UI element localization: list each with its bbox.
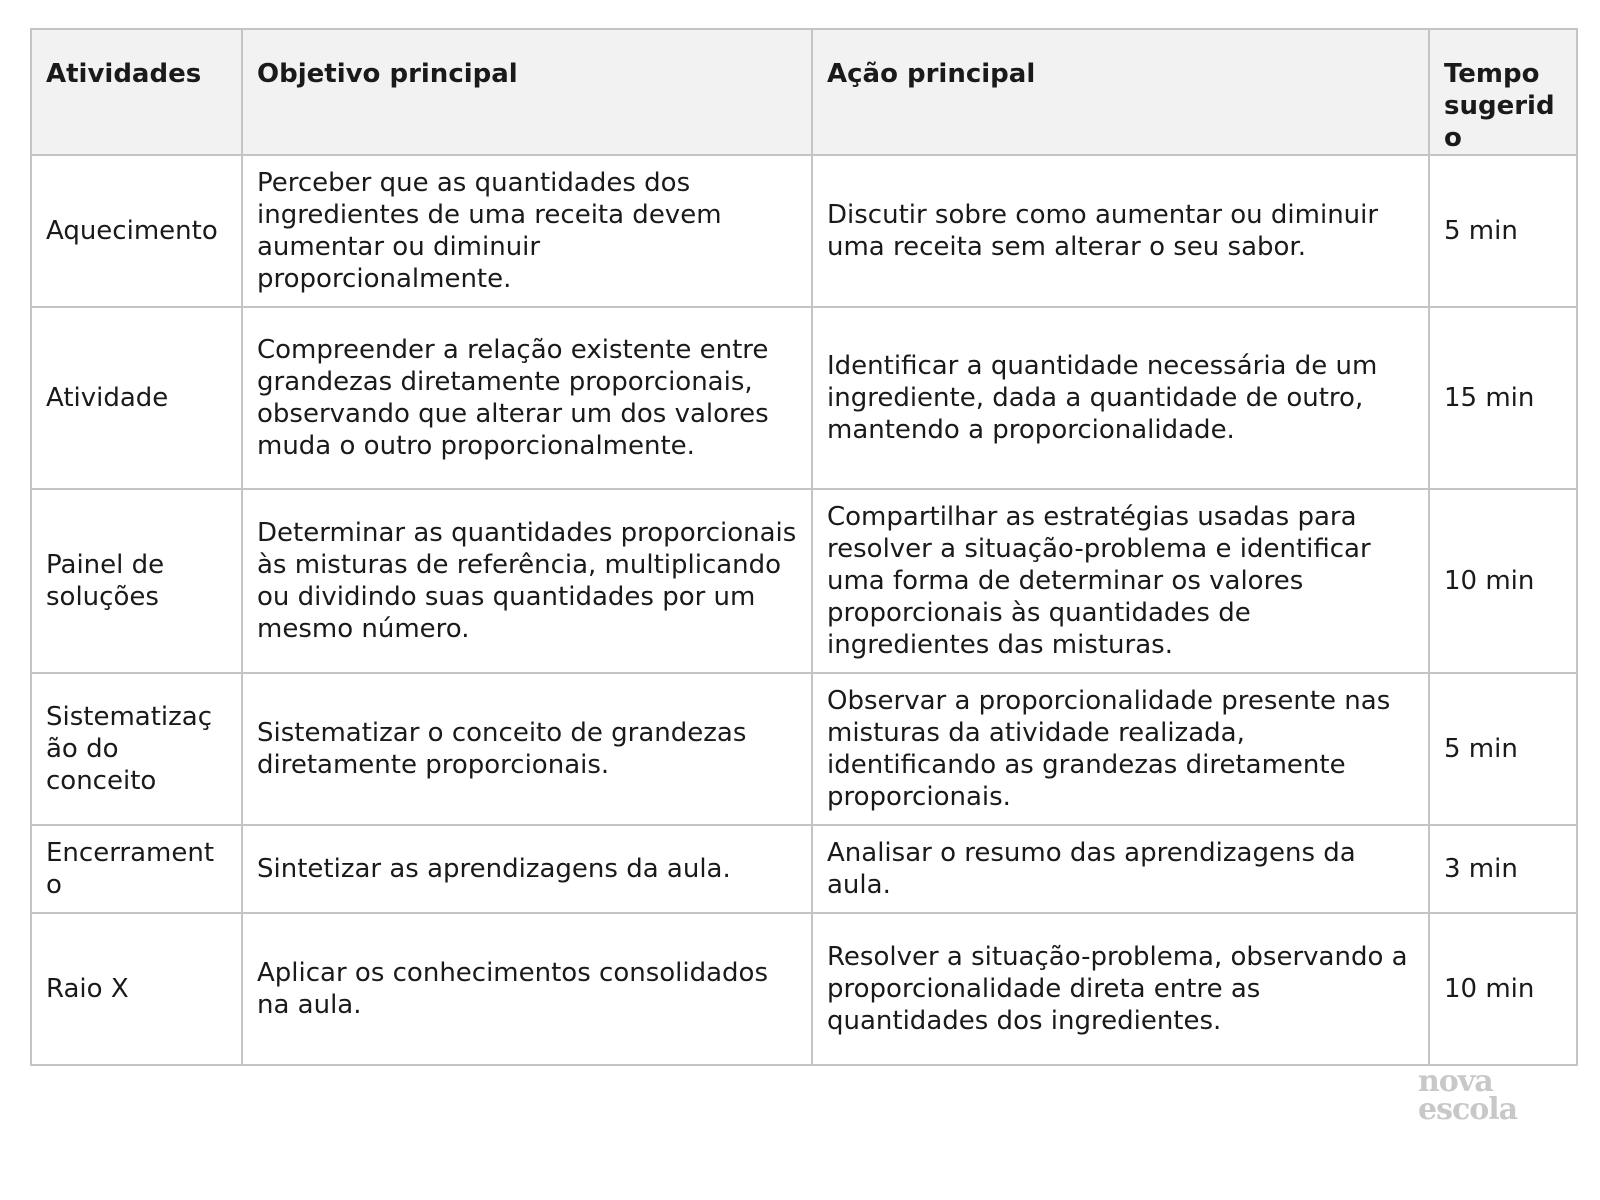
table-body: [31, 155, 1577, 1065]
cell-acao: Analisar o resumo das aprendizagens da aula.: [812, 825, 1429, 913]
cell-tempo: 10 min: [1429, 489, 1577, 673]
cell-acao: Discutir sobre como aumentar ou diminuir uma receita sem alterar o seu sabor.: [812, 155, 1429, 307]
cell-objetivo: Determinar as quantidades proporcionais às misturas de referência, multiplicando ou dividindo suas quantidades por um mesmo número.: [242, 489, 812, 673]
cell-acao: Observar a proporcionalidade presente nas misturas da atividade realizada, identificando as grandezas diretamente proporcionais.: [812, 673, 1429, 825]
table-row: [31, 307, 1577, 489]
cell-objetivo: Perceber que as quantidades dos ingredientes de uma receita devem aumentar ou diminuir proporcionalmente.: [242, 155, 812, 307]
cell-objetivo: Sintetizar as aprendizagens da aula.: [242, 825, 812, 913]
logo-line-2: escola: [1418, 1092, 1518, 1127]
cell-objetivo: Compreender a relação existente entre grandezas diretamente proporcionais, observando que alterar um dos valores muda o outro proporcionalmente.: [242, 307, 812, 489]
header-atividades: Atividades: [31, 29, 242, 155]
cell-objetivo: Aplicar os conhecimentos consolidados na aula.: [242, 913, 812, 1065]
header-row: [31, 29, 1577, 155]
cell-atividade: Painel de soluções: [31, 489, 242, 673]
lesson-plan-table: [30, 28, 1578, 1066]
table-row: [31, 913, 1577, 1065]
cell-acao: Resolver a situação-problema, observando a proporcionalidade direta entre as quantidades dos ingredientes.: [812, 913, 1429, 1065]
cell-atividade: Atividade: [31, 307, 242, 489]
cell-tempo: 5 min: [1429, 155, 1577, 307]
table-row: [31, 825, 1577, 913]
table-row: [31, 489, 1577, 673]
logo-line-1: nova: [1418, 1064, 1493, 1099]
cell-tempo: 5 min: [1429, 673, 1577, 825]
nova-escola-logo: [1418, 1064, 1538, 1127]
table-row: [31, 673, 1577, 825]
cell-tempo: 15 min: [1429, 307, 1577, 489]
header-acao: Ação principal: [812, 29, 1429, 155]
cell-atividade: Aquecimento: [31, 155, 242, 307]
cell-tempo: 10 min: [1429, 913, 1577, 1065]
cell-acao: Identificar a quantidade necessária de um ingrediente, dada a quantidade de outro, mantendo a proporcionalidade.: [812, 307, 1429, 489]
cell-tempo: 3 min: [1429, 825, 1577, 913]
header-tempo: Tempo sugerido: [1429, 29, 1577, 155]
header-objetivo: Objetivo principal: [242, 29, 812, 155]
cell-atividade: Raio X: [31, 913, 242, 1065]
cell-acao: Compartilhar as estratégias usadas para resolver a situação-problema e identificar uma forma de determinar os valores proporcionais às quantidades de ingredientes das misturas.: [812, 489, 1429, 673]
cell-atividade: Encerramento: [31, 825, 242, 913]
cell-atividade: Sistematização do conceito: [31, 673, 242, 825]
table-header: [31, 29, 1577, 155]
cell-objetivo: Sistematizar o conceito de grandezas diretamente proporcionais.: [242, 673, 812, 825]
table-row: [31, 155, 1577, 307]
